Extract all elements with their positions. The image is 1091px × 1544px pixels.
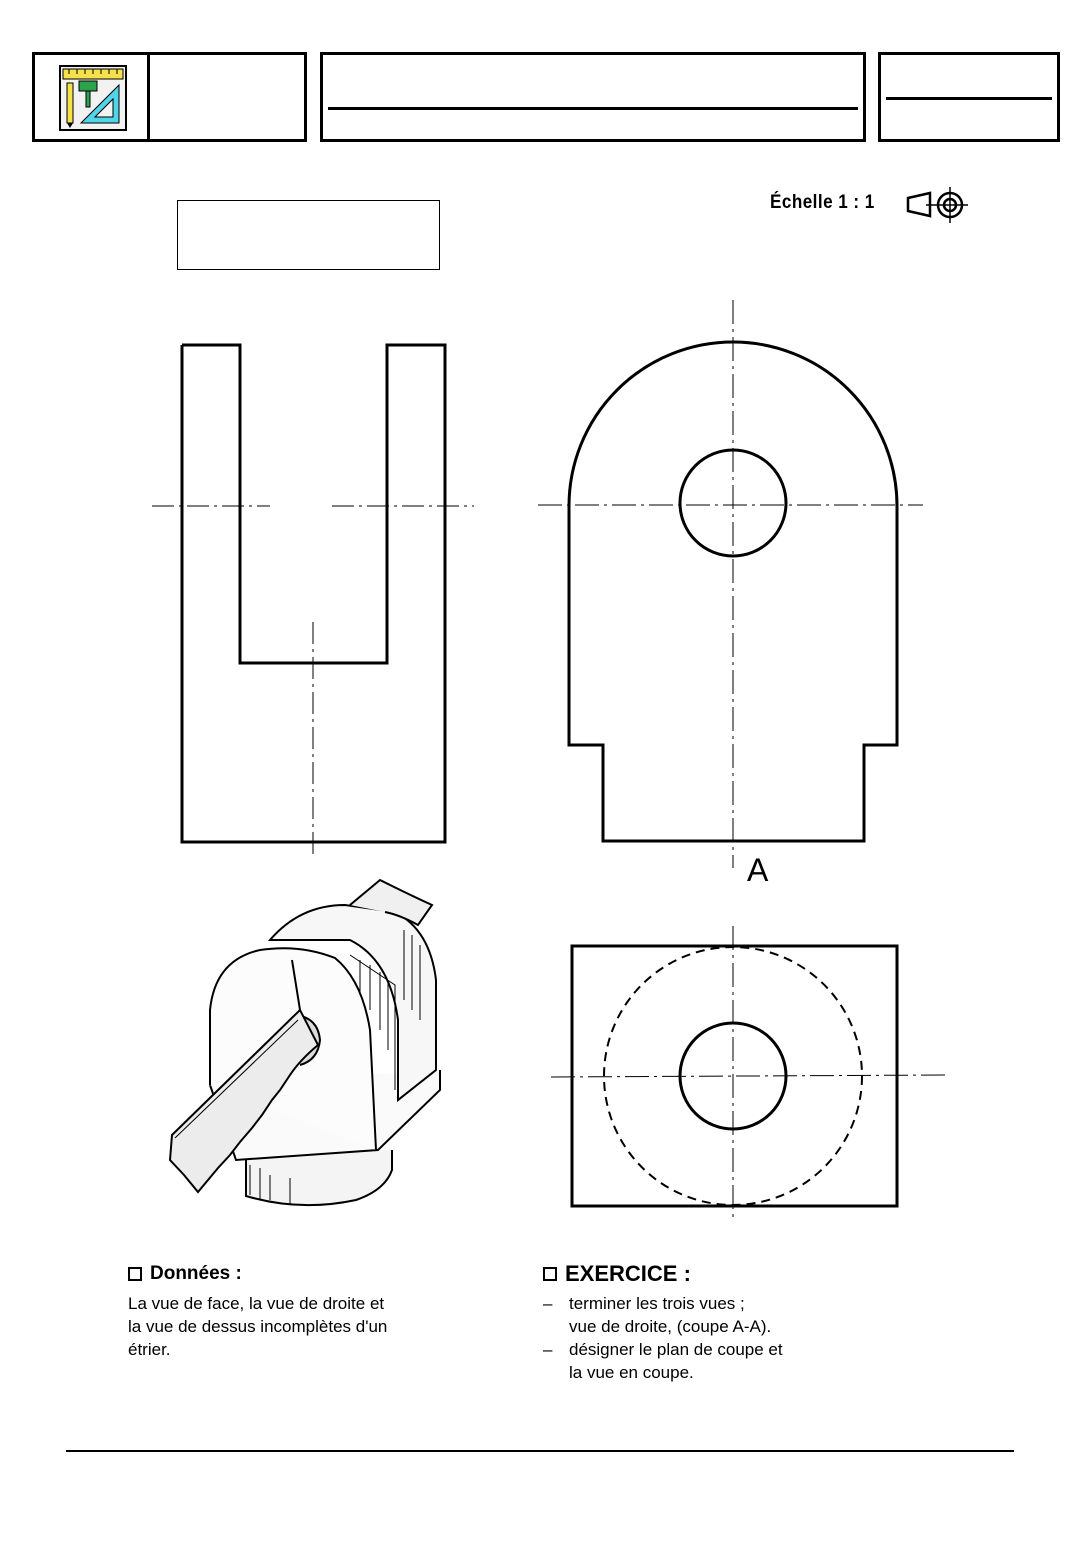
- donnees-heading: [128, 1263, 242, 1285]
- checkbox-square-icon: [128, 1267, 142, 1281]
- top-view: [551, 926, 945, 1220]
- donnees-line: la vue de dessus incomplètes d'un: [128, 1317, 388, 1336]
- right-view: [538, 300, 923, 868]
- footer-rule: [66, 1450, 1014, 1452]
- donnees-text: [128, 1292, 468, 1361]
- isometric-stirrup-sketch: [170, 880, 440, 1205]
- exercice-line: désigner le plan de coupe et: [569, 1340, 783, 1359]
- exercice-line: terminer les trois vues ;: [569, 1294, 745, 1313]
- section-label-a: A: [747, 852, 769, 888]
- exercice-line: vue de droite, (coupe A-A).: [569, 1317, 772, 1336]
- scale-label: Échelle 1 : 1: [770, 192, 875, 213]
- list-item: [543, 1338, 863, 1384]
- front-view: [152, 345, 474, 858]
- donnees-heading-text: Données :: [150, 1263, 242, 1284]
- donnees-line: La vue de face, la vue de droite et: [128, 1294, 385, 1313]
- donnees-line: étrier.: [128, 1340, 171, 1359]
- dash-bullet: –: [543, 1294, 553, 1313]
- dash-bullet: –: [543, 1340, 553, 1359]
- list-item: [543, 1292, 863, 1338]
- exercice-line: la vue en coupe.: [569, 1363, 694, 1382]
- exercice-list: [543, 1292, 863, 1384]
- first-angle-projection-icon: [908, 187, 968, 223]
- checkbox-square-icon: [543, 1267, 557, 1281]
- exercice-heading: [543, 1261, 691, 1287]
- exercice-heading-text: EXERCICE :: [565, 1261, 691, 1286]
